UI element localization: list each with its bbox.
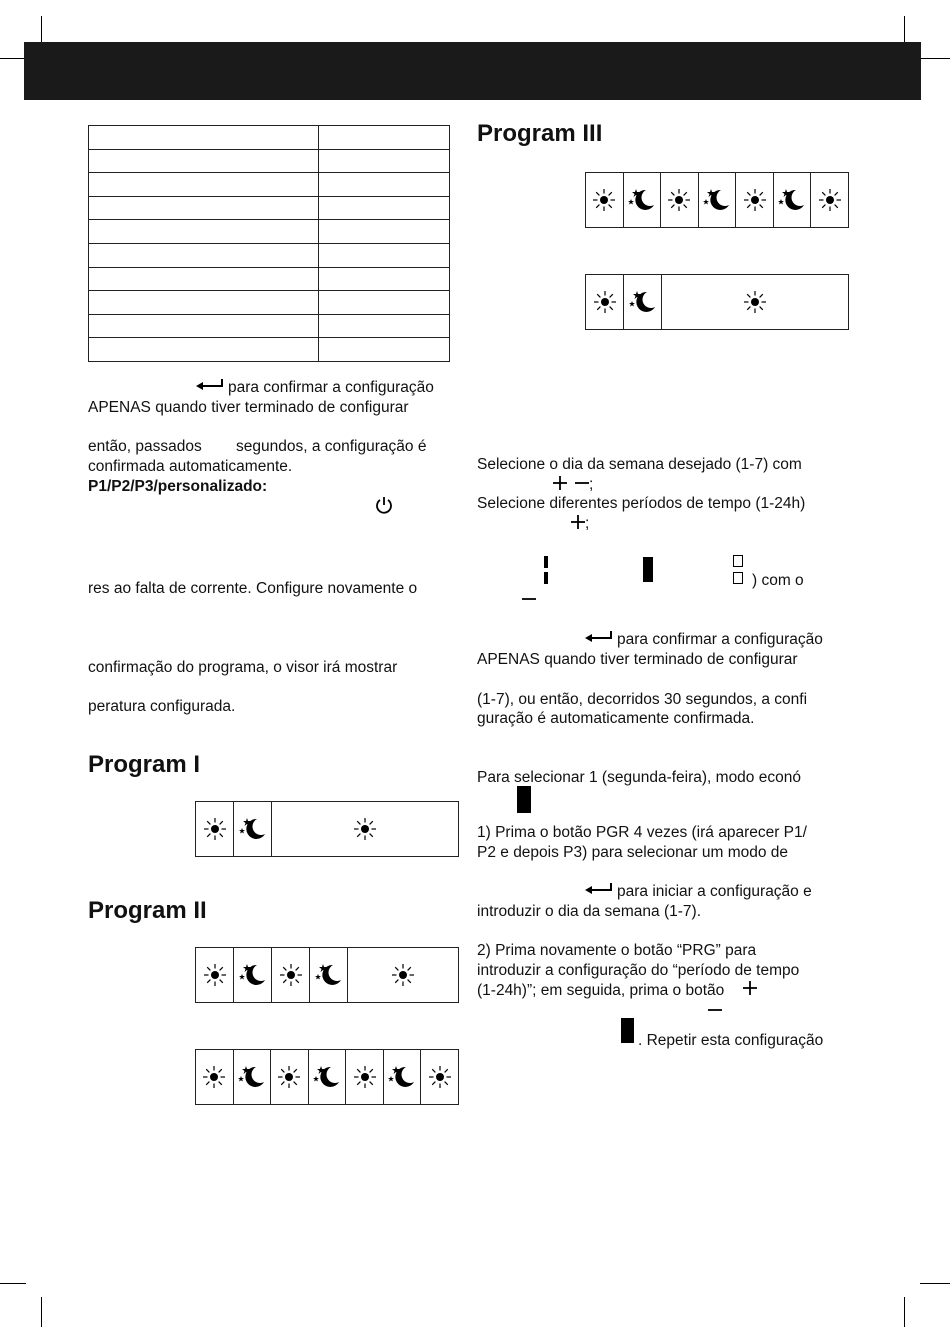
body-text: APENAS quando tiver terminado de configurar: [88, 399, 409, 416]
sun-icon: [346, 1050, 384, 1104]
program-3-strip-b: [585, 274, 849, 330]
body-text: confirmação do programa, o visor irá mostrar: [88, 659, 398, 676]
body-text: então, passados: [88, 438, 202, 455]
body-text: . Repetir esta configuração: [638, 1032, 824, 1049]
enter-icon: [195, 378, 225, 392]
settings-table: [88, 125, 450, 362]
body-text: introduzir a configuração do “período de tempo: [477, 962, 800, 979]
crop-mark: [920, 1283, 950, 1284]
body-text: guração é automaticamente confirmada.: [477, 710, 755, 727]
sun-icon: [196, 802, 234, 856]
enter-icon: [584, 882, 614, 896]
sun-icon: [272, 948, 310, 1002]
body-text: introduzir o dia da semana (1-7).: [477, 903, 702, 920]
table-row: [89, 314, 450, 338]
minus-icon: [574, 475, 590, 491]
segment-full-indicator: [643, 557, 653, 582]
body-text: res ao falta de corrente. Configure novamente o: [88, 580, 418, 597]
segment-half-indicator: [544, 556, 548, 568]
table-row: [89, 291, 450, 315]
sun-icon: [196, 1050, 234, 1104]
body-text: Selecione diferentes períodos de tempo (1-24h): [477, 495, 806, 512]
sun-icon: [661, 173, 699, 227]
segment-half-indicator: [544, 572, 548, 584]
sun-icon: [271, 1050, 309, 1104]
table-row: [89, 196, 450, 220]
header-bar: [24, 42, 921, 100]
section-label: P1/P2/P3/personalizado:: [88, 478, 268, 495]
body-text: 2) Prima novamente o botão “PRG” para: [477, 942, 757, 959]
body-text: Selecione o dia da semana desejado (1-7) com: [477, 456, 802, 473]
sun-icon: [196, 948, 234, 1002]
body-text: para iniciar a configuração e: [617, 883, 812, 900]
moon-stars-icon: [699, 173, 737, 227]
segment-full-indicator: [621, 1018, 634, 1043]
moon-stars-icon: [309, 1050, 347, 1104]
sun-icon: [586, 275, 624, 329]
body-text: para confirmar a configuração: [228, 379, 434, 396]
moon-stars-icon: [234, 948, 272, 1002]
body-text: P2 e depois P3) para selecionar um modo de: [477, 844, 789, 861]
sun-icon: [811, 173, 848, 227]
table-row: [89, 173, 450, 197]
body-text: 1) Prima o botão PGR 4 vezes (irá aparecer P1/: [477, 824, 807, 841]
body-text: para confirmar a configuração: [617, 631, 823, 648]
table-row: [89, 338, 450, 362]
program-1-strip: [195, 801, 459, 857]
sun-icon: [272, 802, 458, 856]
table-row: [89, 267, 450, 291]
minus-icon: [521, 591, 537, 607]
sun-icon: [586, 173, 624, 227]
crop-mark: [41, 1297, 42, 1327]
body-text: peratura configurada.: [88, 698, 236, 715]
moon-stars-icon: [310, 948, 348, 1002]
power-icon: [374, 495, 394, 515]
moon-stars-icon: [774, 173, 812, 227]
moon-stars-icon: [234, 1050, 272, 1104]
sun-icon: [348, 948, 458, 1002]
sun-icon: [421, 1050, 458, 1104]
moon-stars-icon: [624, 275, 662, 329]
body-text: APENAS quando tiver terminado de configurar: [477, 651, 798, 668]
heading-program-2: Program II: [88, 897, 207, 924]
segment-empty-indicator: [733, 555, 743, 567]
segment-full-indicator: [517, 786, 531, 813]
moon-stars-icon: [624, 173, 662, 227]
crop-mark: [920, 58, 950, 59]
table-row: [89, 220, 450, 244]
sun-icon: [736, 173, 774, 227]
program-3-strip-a: [585, 172, 849, 228]
moon-stars-icon: [384, 1050, 422, 1104]
heading-program-1: Program I: [88, 751, 201, 778]
body-text: ) com o: [752, 572, 804, 589]
minus-icon: [707, 1002, 723, 1018]
crop-mark: [0, 58, 26, 59]
segment-empty-indicator: [733, 572, 743, 584]
body-text: (1-7), ou então, decorridos 30 segundos, a confi: [477, 691, 808, 708]
body-text: Para selecionar 1 (segunda-feira), modo econó: [477, 769, 801, 786]
program-2-strip-a: [195, 947, 459, 1003]
plus-icon: [552, 475, 568, 491]
body-text: (1-24h)”; em seguida, prima o botão: [477, 982, 725, 999]
plus-icon: [570, 514, 586, 530]
table-row: [89, 243, 450, 267]
table-row: [89, 126, 450, 150]
table-row: [89, 149, 450, 173]
crop-mark: [904, 1297, 905, 1327]
program-2-strip-b: [195, 1049, 459, 1105]
body-text: ;: [585, 515, 590, 532]
body-text: ;: [589, 476, 594, 493]
crop-mark: [0, 1283, 26, 1284]
heading-program-3: Program III: [477, 120, 603, 147]
plus-icon: [742, 980, 758, 996]
body-text: confirmada automaticamente.: [88, 458, 293, 475]
moon-stars-icon: [234, 802, 272, 856]
enter-icon: [584, 630, 614, 644]
body-text: segundos, a configuração é: [236, 438, 427, 455]
sun-icon: [662, 275, 848, 329]
